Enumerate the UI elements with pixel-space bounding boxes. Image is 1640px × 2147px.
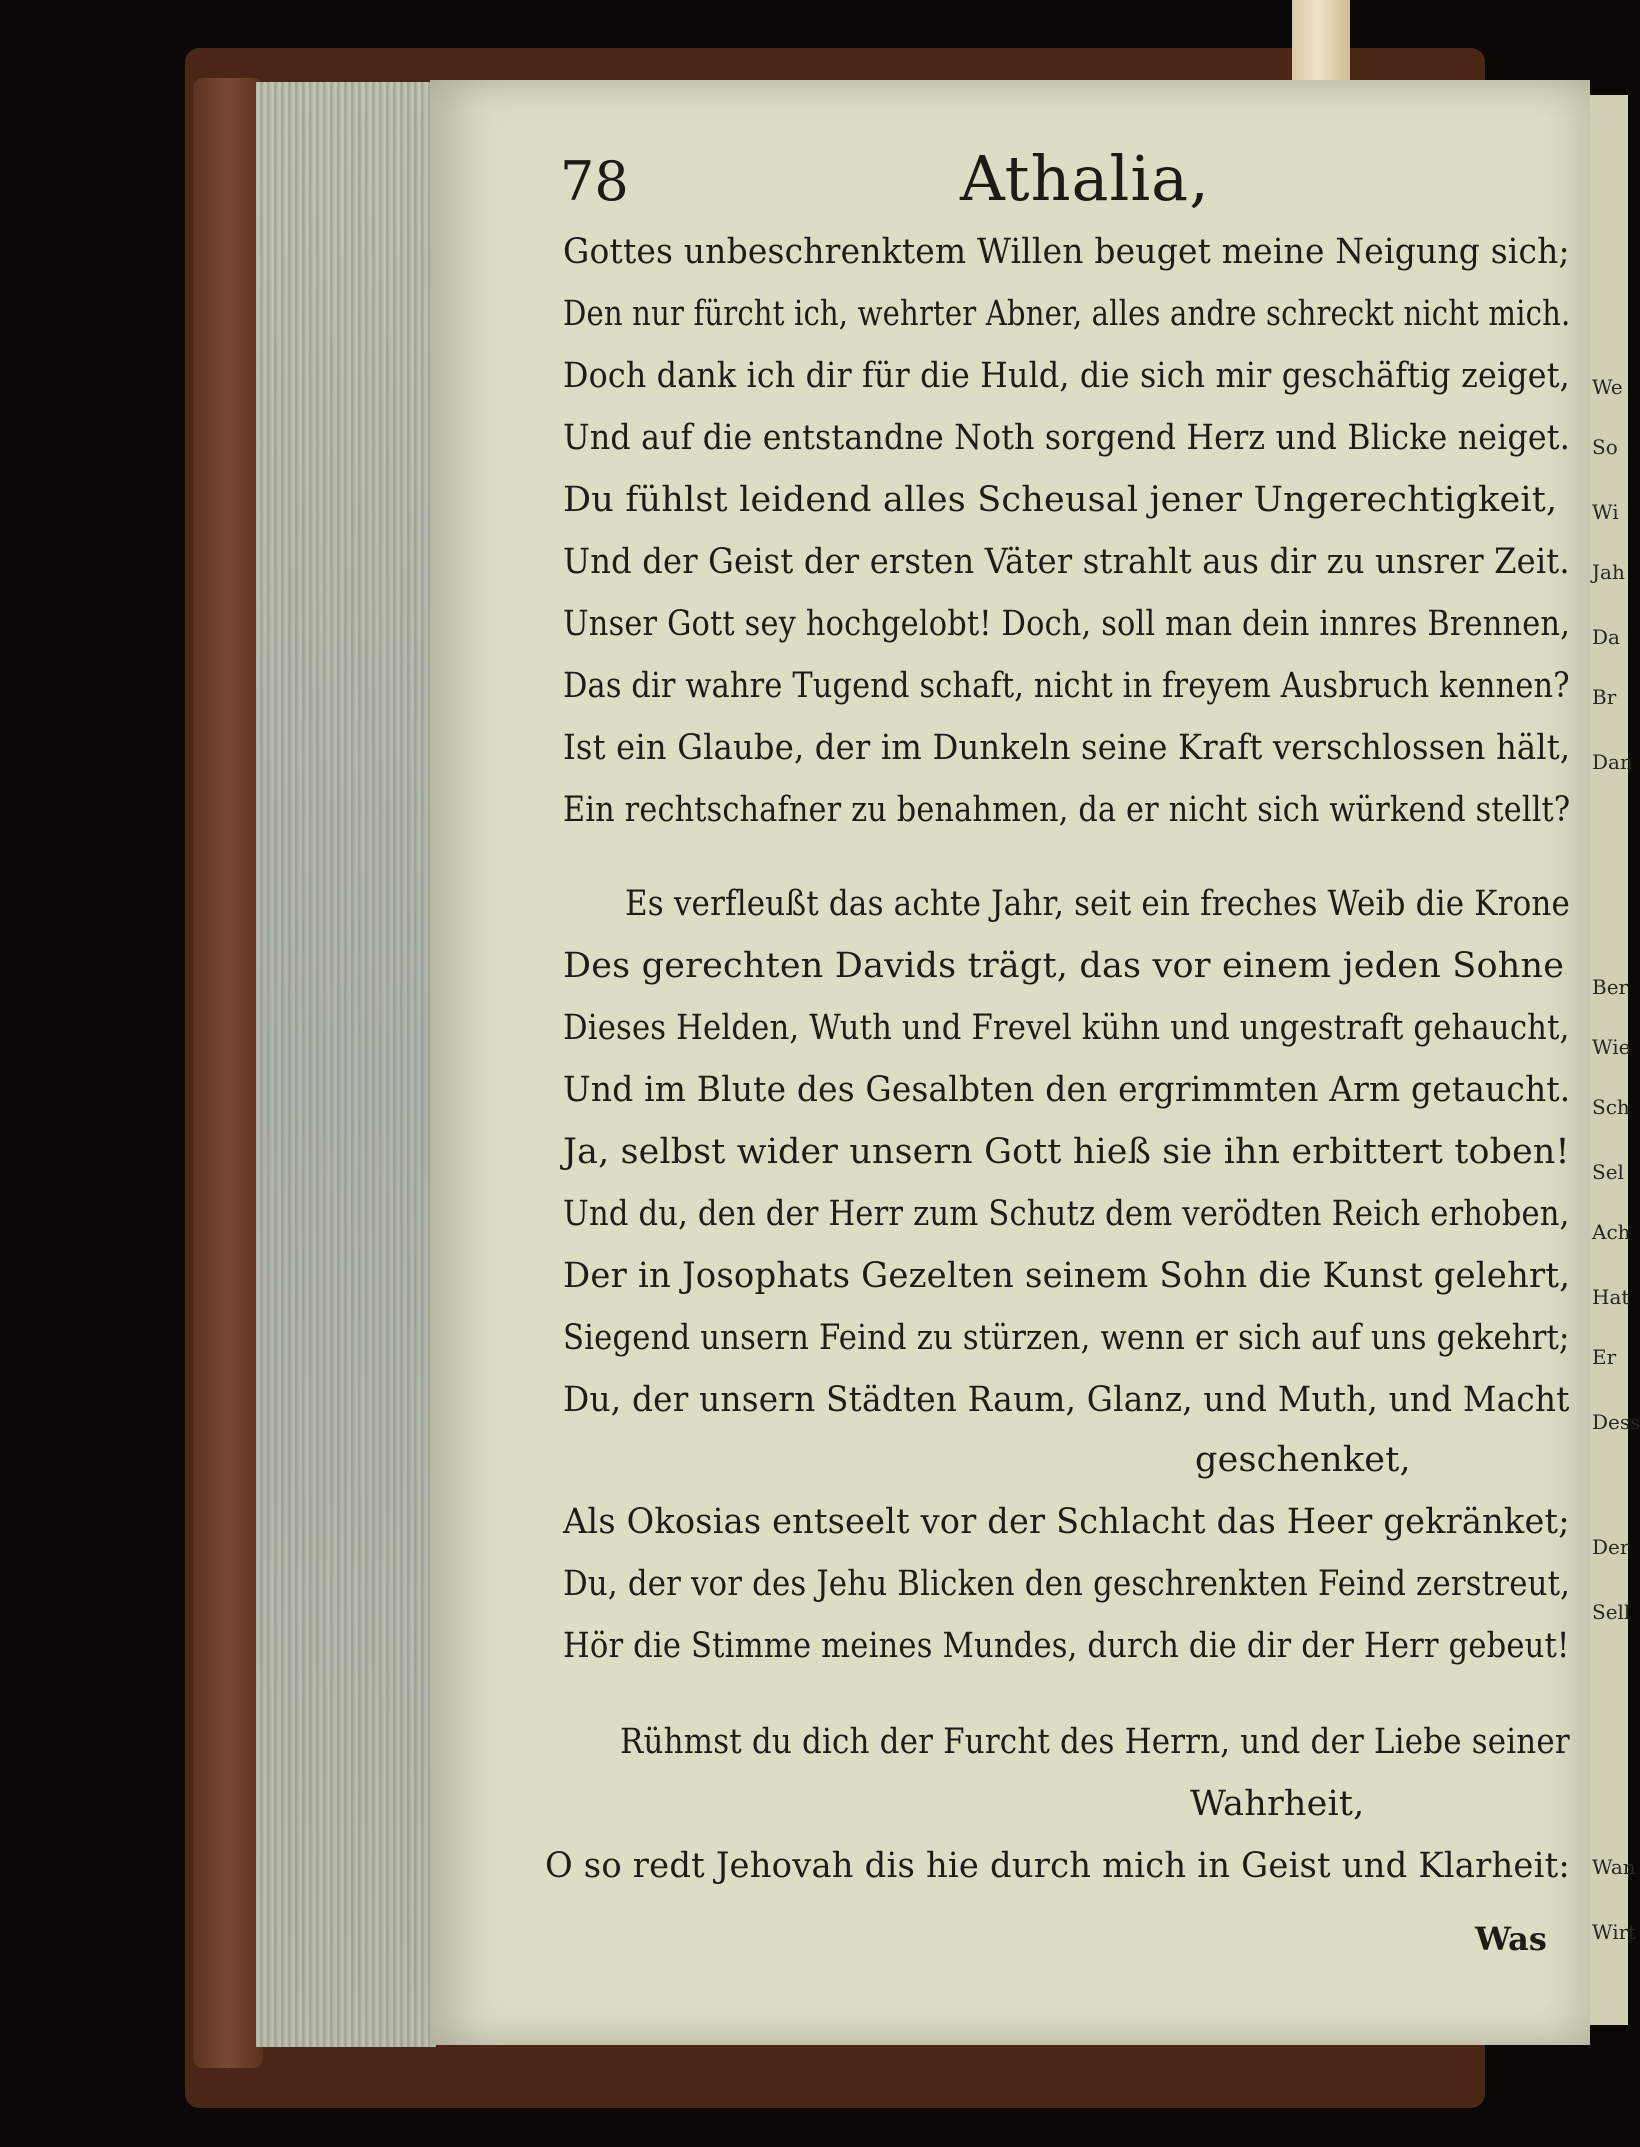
facing-fragment: Sel	[1592, 1160, 1624, 1184]
facing-fragment: Ber	[1592, 975, 1629, 999]
running-title: Athalia,	[960, 142, 1210, 215]
verse-line: Rühmst du dich der Furcht des Herrn, und der Liebe seiner	[620, 1722, 1570, 1762]
catchword: Was	[1475, 1920, 1547, 1958]
facing-fragment: Der	[1592, 1535, 1630, 1559]
facing-fragment: Dess	[1592, 1410, 1640, 1434]
facing-fragment: Hat	[1592, 1285, 1630, 1309]
verse-line: Der in Josophats Gezelten seinem Sohn die Kunst gelehrt,	[563, 1256, 1571, 1296]
verse-line: Ja, selbst wider unsern Gott hieß sie ihn erbittert toben!	[563, 1132, 1570, 1172]
verse-line: Unser Gott sey hochgelobt! Doch, soll man dein innres Brennen,	[563, 604, 1571, 644]
verse-line: Siegend unsern Feind zu stürzen, wenn er sich auf uns gekehrt;	[563, 1318, 1570, 1358]
facing-fragment: Da	[1592, 625, 1620, 649]
verse-line: Doch dank ich dir für die Huld, die sich mir geschäftig zeiget,	[563, 356, 1570, 396]
facing-fragment: Wie	[1592, 1035, 1631, 1059]
facing-fragment: We	[1592, 375, 1623, 399]
facing-fragment: Sch	[1592, 1095, 1630, 1119]
verse-line: Ein rechtschafner zu benahmen, da er nicht sich würkend stellt?	[563, 790, 1571, 830]
verse-line: Als Okosias entseelt vor der Schlacht das Heer gekränket;	[563, 1502, 1570, 1542]
verse-line: Es verfleußt das achte Jahr, seit ein freches Weib die Krone	[625, 884, 1571, 924]
verse-line: Des gerechten Davids trägt, das vor einem jeden Sohne	[563, 946, 1565, 986]
verse-line: Hör die Stimme meines Mundes, durch die dir der Herr gebeut!	[563, 1626, 1570, 1666]
facing-fragment: So	[1592, 435, 1618, 459]
facing-fragment: Wan	[1592, 1855, 1636, 1879]
page-edges	[256, 82, 436, 2047]
verse-line: Und auf die entstandne Noth sorgend Herz und Blicke neiget.	[563, 418, 1570, 458]
verse-line: Das dir wahre Tugend schaft, nicht in freyem Ausbruch kennen?	[563, 666, 1570, 706]
verse-line: Und der Geist der ersten Väter strahlt aus dir zu unsrer Zeit.	[563, 542, 1570, 582]
facing-fragment: Wi	[1592, 500, 1619, 524]
verse-line: Gottes unbeschrenktem Willen beuget meine Neigung sich;	[563, 232, 1570, 272]
verse-line-continuation: Wahrheit,	[1190, 1784, 1365, 1824]
facing-fragment: Ach	[1592, 1220, 1631, 1244]
page-number: 78	[560, 150, 629, 213]
facing-fragment: Er	[1592, 1345, 1617, 1369]
verse-line: Und du, den der Herr zum Schutz dem verödten Reich erhoben,	[563, 1194, 1570, 1234]
verse-line: Ist ein Glaube, der im Dunkeln seine Kraft verschlossen hält,	[563, 728, 1571, 768]
verse-line: Und im Blute des Gesalbten den ergrimmten Arm getaucht.	[563, 1070, 1571, 1110]
verse-line: Du, der unsern Städten Raum, Glanz, und Muth, und Macht	[563, 1380, 1570, 1420]
facing-fragment: Wirt	[1592, 1920, 1637, 1944]
verse-line: Du fühlst leidend alles Scheusal jener Ungerechtigkeit,	[563, 480, 1558, 520]
facing-fragment: Sell	[1592, 1600, 1631, 1624]
facing-page-edge	[1585, 95, 1640, 2025]
facing-fragment: Dan	[1592, 750, 1633, 774]
verse-line-continuation: geschenket,	[1195, 1440, 1411, 1480]
verse-line: O so redt Jehovah dis hie durch mich in Geist und Klarheit:	[545, 1846, 1570, 1886]
verse-line: Dieses Helden, Wuth und Frevel kühn und ungestraft gehaucht,	[563, 1008, 1570, 1048]
verse-line: Den nur fürcht ich, wehrter Abner, alles andre schreckt nicht mich.	[563, 294, 1571, 334]
facing-fragment: Jah	[1592, 560, 1625, 584]
verse-line: Du, der vor des Jehu Blicken den geschrenkten Feind zerstreut,	[563, 1564, 1571, 1604]
facing-fragment: Br	[1592, 685, 1617, 709]
